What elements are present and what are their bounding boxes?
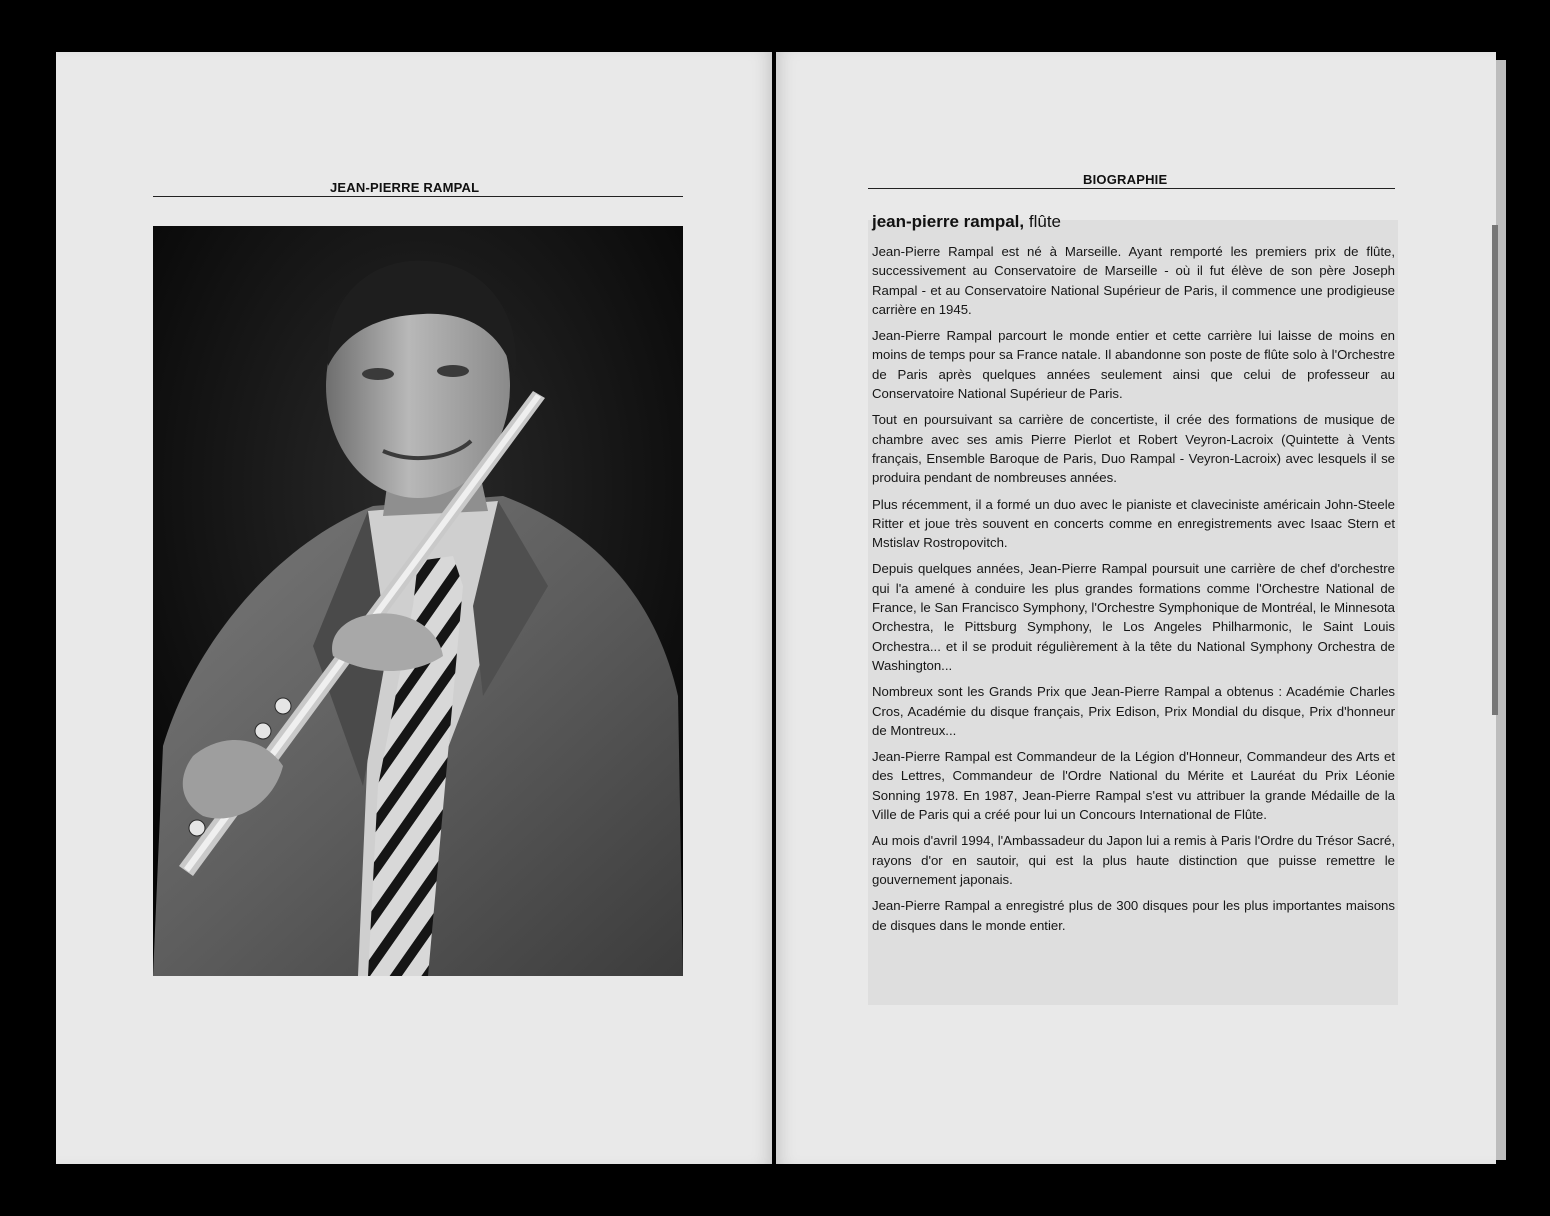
- right-page-header: BIOGRAPHIE: [1083, 172, 1168, 187]
- right-header-rule: [868, 188, 1395, 189]
- left-page-header: JEAN-PIERRE RAMPAL: [330, 180, 480, 195]
- artist-name: jean-pierre rampal,: [872, 212, 1025, 231]
- bio-name-line: [872, 212, 1061, 232]
- bio-paragraph: Tout en poursuivant sa carrière de concertiste, il crée des formations de musique de chambre avec ses amis Pierre Pierlot et Robert Veyron-Lacroix (Quintette à Vents français, Ensemble Baroque de Paris, Duo Rampal - Veyron-Lacroix) avec lesquels il se produira pendant de nombreuses années.: [872, 412, 1395, 486]
- bio-paragraph: Au mois d'avril 1994, l'Ambassadeur du Japon lui a remis à Paris l'Ordre du Trésor Sacré, rayons d'or en sautoir, qui est la plus haute distinction que puisse remettre le gouvernement japonais.: [872, 833, 1395, 887]
- bio-paragraph: Jean-Pierre Rampal est né à Marseille. Ayant remporté les premiers prix de flûte, successivement au Conservatoire de Marseille - où il fut élève de son père Joseph Rampal - et au Conservatoire National Supérieur de Paris, il commence une prodigieuse carrière en 1945.: [872, 244, 1395, 317]
- bio-paragraph: Jean-Pierre Rampal est Commandeur de la Légion d'Honneur, Commandeur des Arts et des Lettres, Commandeur de l'Ordre National du Mérite et Lauréat du Prix Léonie Sonning 1978. En 1987, Jean-Pierre Rampal s'est vu attribuer la grande Médaille de la Ville de Paris qui a créé pour lui un Concours International de Flûte.: [872, 749, 1395, 823]
- portrait-photo: [153, 226, 683, 976]
- page-edge-shadow: [1492, 225, 1498, 715]
- bio-paragraph: Plus récemment, il a formé un duo avec le pianiste et claveciniste américain John-Steele Ritter et joue très souvent en concerts comme en enregistrements avec Isaac Stern et Mstislav Rostropovitch.: [872, 496, 1395, 551]
- biography-text: [872, 242, 1395, 942]
- left-header-rule: [153, 196, 683, 197]
- artist-instrument: flûte: [1028, 212, 1061, 231]
- bio-paragraph: Jean-Pierre Rampal a enregistré plus de 300 disques pour les plus importantes maisons de disques dans le monde entier.: [872, 898, 1395, 933]
- bio-paragraph: Depuis quelques années, Jean-Pierre Rampal poursuit une carrière de chef d'orchestre qui l'a amené à conduire les plus grandes formations comme l'Orchestre National de France, le San Francisco Symphony, l'Orchestre Symphonique de Montréal, le Minnesota Orchestra, le Pittsburg Symphony, le Los Angeles Philharmonic, le Saint Louis Orchestra... et il se produit régulièrement à la tête du National Symphony Orchestra de Washington...: [872, 561, 1395, 673]
- bio-paragraph: Nombreux sont les Grands Prix que Jean-Pierre Rampal a obtenus : Académie Charles Cros, Académie du disque français, Prix Edison, Prix Mondial du disque, Prix d'honneur de Montreux...: [872, 684, 1395, 738]
- bio-paragraph: Jean-Pierre Rampal parcourt le monde entier et cette carrière lui laisse de moins en moins de temps pour sa France natale. Il abandonne son poste de flûte solo à l'Orchestre de Paris après quelques années seulement ainsi que celui de professeur au Conservatoire National Supérieur de Paris.: [872, 328, 1395, 402]
